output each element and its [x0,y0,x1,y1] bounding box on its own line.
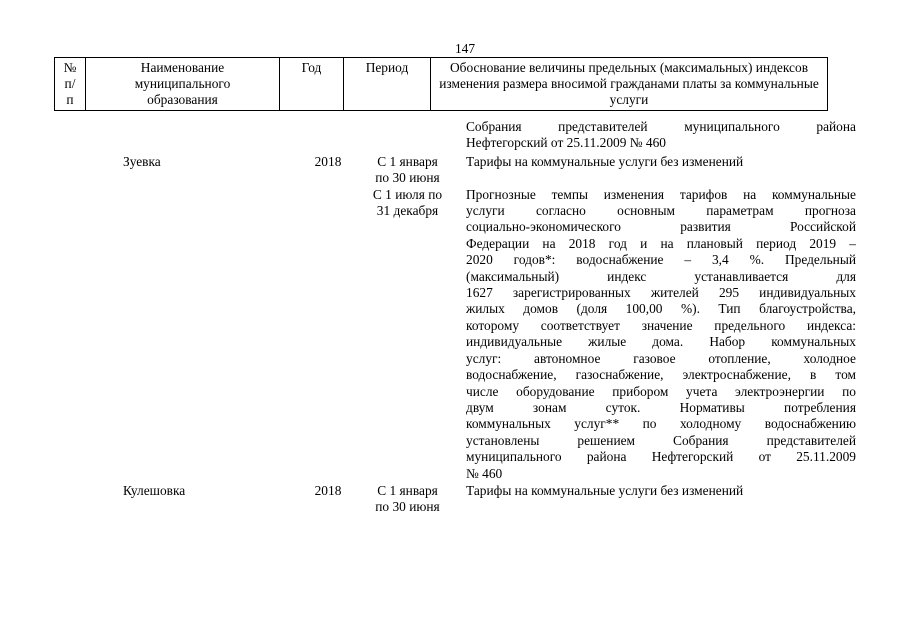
basis-line: коммунальных услуг** по холодному водоснабжению [466,416,856,432]
basis-line: услуг: автономное газовое отопление, холодное [466,350,856,366]
table-row [54,154,854,187]
period-line: С 1 июля по [372,186,443,202]
period-line: С 1 января [377,153,438,169]
table-body [54,119,854,516]
basis-cell: Тарифы на коммунальные услуги без изменений [466,153,744,169]
basis-cell [454,187,856,482]
basis-line: Прогнозные темпы изменения тарифов на коммунальные [466,186,856,202]
basis-line: установлены решением Собрания представителей [466,432,856,448]
basis-line: услуги согласно основным параметрам прогноза [466,203,856,219]
basis-line: 1627 зарегистрированных жителей 295 индивидуальных [466,285,856,301]
municipality-name: Зуевка [123,153,161,169]
basis-line: социально-экономического развития Российской [466,219,856,235]
header-basis: Обоснование величины предельных (максимальных) индексов изменения размера вносимой гражданами платы за коммунальные услуги [431,58,828,111]
basis-cell: Тарифы на коммунальные услуги без изменений [466,482,744,498]
basis-line: индивидуальные жилые дома. Набор коммунальных [466,334,856,350]
basis-line: муниципального района Нефтегорский от 25.11.2009 [466,449,856,465]
header-year: Год [280,58,344,111]
year-cell: 2018 [314,482,342,498]
period-line: С 1 января [377,482,438,498]
period-cell [361,154,454,187]
basis-line: двум зонам суток. Нормативы потребления [466,399,856,415]
basis-line: № 460 [466,465,503,481]
table-header [54,57,828,111]
table-row [54,483,854,516]
period-line: по 30 июня [375,170,440,186]
continuation-line: Собрания представителей муниципального района [466,119,856,134]
header-name: Наименование муниципального образования [86,58,280,111]
period-line: по 30 июня [375,499,440,515]
period-cell [361,483,454,516]
table-row [54,119,854,152]
table-row [54,187,854,482]
basis-line: 2020 годов*: водоснабжение – 3,4 %. Предельный [466,252,856,268]
basis-line: которому соответствует значение предельного индекса: [466,317,856,333]
header-num: № п/п [55,58,86,111]
year-cell: 2018 [314,153,342,169]
basis-line: (максимальный) индекс устанавливается для [466,268,856,284]
continuation-line: Нефтегорский от 25.11.2009 № 460 [466,135,666,151]
basis-line: водоснабжение, газоснабжение, электроснабжение, в том [466,367,856,383]
basis-line: жилых домов (доля 100,00 %). Тип благоустройства, [466,301,856,317]
basis-line: Федерации на 2018 год и на плановый период 2019 – [466,235,856,251]
period-line: 31 декабря [376,203,439,219]
period-cell [361,187,454,482]
header-period: Период [344,58,431,111]
municipality-name: Кулешовка [123,482,186,498]
page-number: 147 [454,41,476,56]
basis-line: числе оборудование прибором учета электроэнергии по [466,383,856,399]
